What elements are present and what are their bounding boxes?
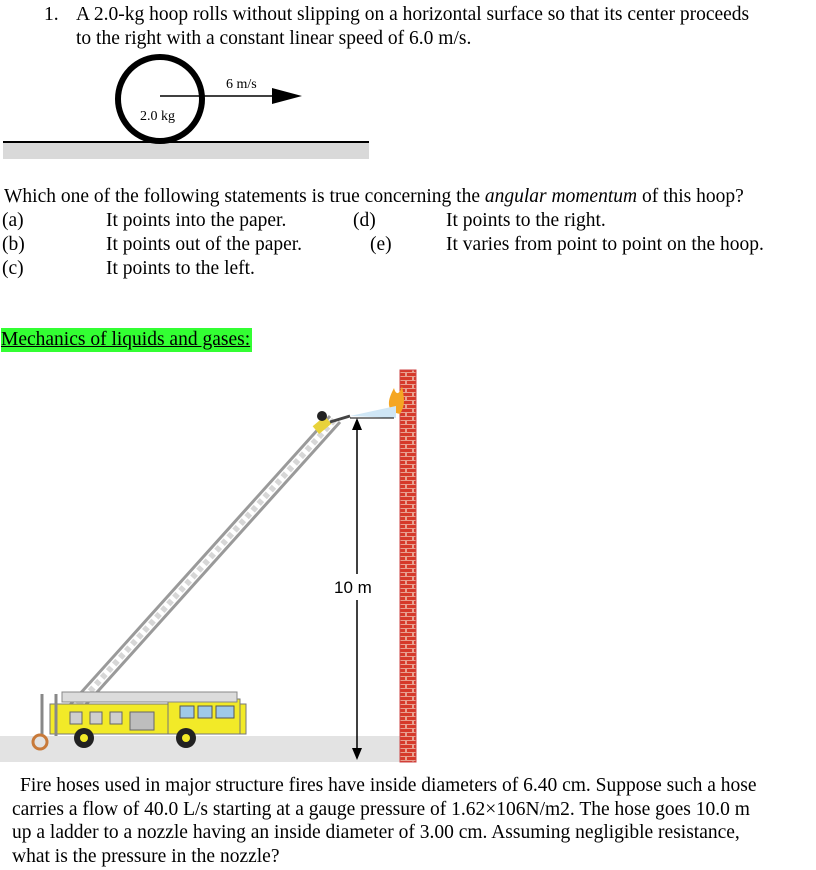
section-heading: Mechanics of liquids and gases:: [1, 329, 251, 350]
water-spray: [350, 406, 396, 418]
question-text-line-1: A 2.0-kg hoop rolls without slipping on a horizontal surface so that its center proceeds: [76, 4, 750, 25]
prompt-after: of this hoop?: [637, 186, 744, 207]
option-d-text: It points to the right.: [446, 210, 606, 231]
option-b-letter: (b): [2, 234, 25, 255]
problem-line-2: carries a flow of 40.0 L/s starting at a gauge pressure of 1.62×106N/m2. The hose goes 10.0 m: [12, 798, 750, 820]
velocity-arrowhead: [272, 88, 302, 104]
prompt-before: Which one of the following statements is true concerning the: [4, 186, 485, 207]
ground-surface: [3, 143, 369, 159]
option-c-text: It points to the left.: [106, 258, 255, 279]
problem-line-3: up a ladder to a nozzle having an inside diameter of 3.00 cm. Assuming negligible resistance,: [12, 822, 740, 843]
option-a-letter: (a): [2, 210, 24, 231]
question-number: 1.: [44, 4, 59, 25]
problem-text: [12, 774, 802, 868]
brick-wall: [400, 370, 416, 762]
hoop-circle: [118, 57, 202, 141]
ladder: [60, 416, 340, 720]
speed-label: 6 m/s: [226, 77, 257, 92]
option-c-letter: (c): [2, 258, 24, 279]
dimension-arrow-up: [352, 418, 362, 430]
problem-line-4: what is the pressure in the nozzle?: [12, 845, 280, 867]
hoop-diagram: [0, 50, 380, 165]
mass-label: 2.0 kg: [140, 109, 175, 124]
question-prompt: [4, 185, 744, 209]
option-e-letter: (e): [370, 234, 392, 255]
question-text-line-2: to the right with a constant linear speed of 6.0 m/s.: [76, 28, 472, 49]
option-a-text: It points into the paper.: [106, 210, 287, 231]
prompt-emphasis: angular momentum: [484, 186, 638, 207]
fire-truck-diagram: [0, 364, 420, 764]
option-d-letter: (d): [353, 210, 376, 231]
option-b-text: It points out of the paper.: [106, 234, 303, 255]
option-e-text: It varies from point to point on the hoop.: [446, 234, 764, 255]
height-label: 10 m: [334, 578, 372, 597]
problem-line-1: Fire hoses used in major structure fires have inside diameters of 6.40 cm. Suppose such a hose: [20, 775, 757, 796]
ground: [0, 736, 400, 762]
